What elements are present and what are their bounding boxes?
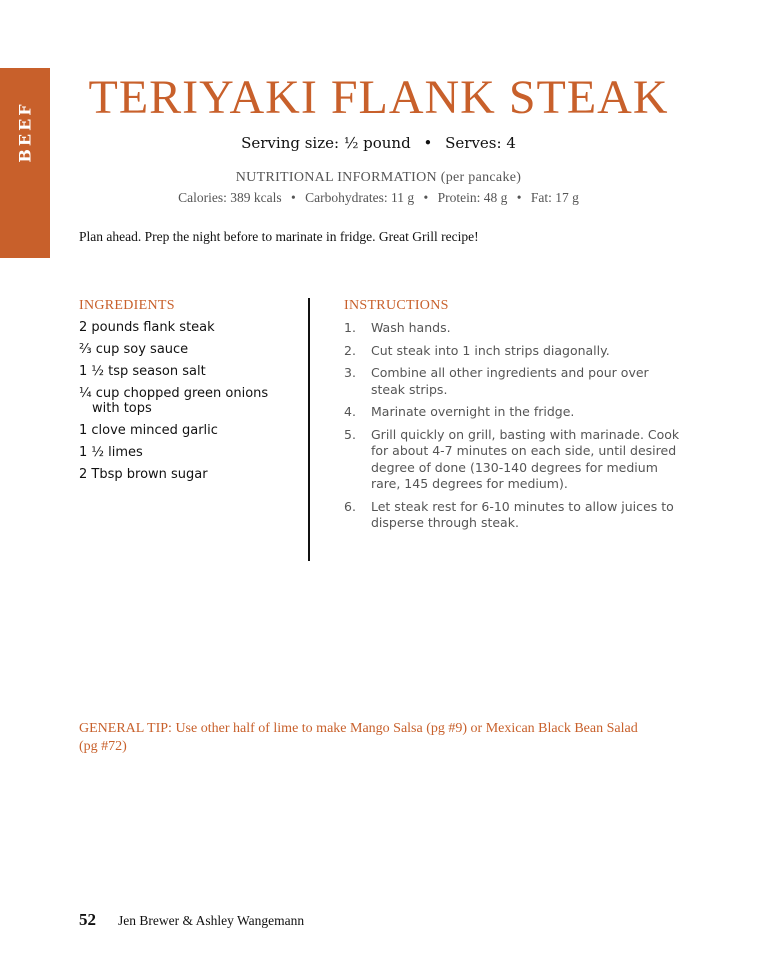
instruction-step [344,427,684,493]
step-text: Let steak rest for 6-10 minutes to allow juices to disperse through steak. [371,498,674,530]
nutrition-calories: Calories: 389 kcals [178,190,282,205]
instruction-step [344,499,684,532]
serving-separator: • [423,134,433,152]
section-tab-label: BEEF [15,101,35,163]
ingredients-section [79,298,299,489]
step-number: 4. [344,404,356,419]
recipe-title: TERIYAKI FLANK STEAK [88,71,669,124]
ingredient-item: 1 ½ limes [79,445,143,460]
ingredient-item: 2 pounds flank steak [79,320,215,335]
footer-authors: Jen Brewer & Ashley Wangemann [118,913,305,928]
column-divider [308,298,310,561]
instruction-step [344,343,684,360]
instruction-step [344,404,684,421]
step-number: 3. [344,365,356,380]
step-number: 5. [344,426,356,442]
instructions-heading: INSTRUCTIONS [344,298,449,313]
ingredient-item: 2 Tbsp brown sugar [79,467,208,482]
ingredients-heading: INGREDIENTS [79,298,175,313]
nutrition-carbohydrates: Carbohydrates: 11 g [305,190,415,205]
ingredients-list [79,320,299,482]
instructions-section [344,298,684,538]
page-number: 52 [79,910,96,929]
nutrition-fat: Fat: 17 g [530,190,579,205]
serving-size: Serving size: ½ pound [241,134,411,152]
step-number: 1. [344,320,356,335]
serving-info [0,134,757,152]
ingredient-item: ⅔ cup soy sauce [79,342,189,357]
ingredient-item: 1 clove minced garlic [79,423,218,438]
instruction-step [344,365,684,398]
step-number: 6. [344,498,356,514]
step-text: Combine all other ingredients and pour over steak strips. [371,365,649,397]
nutrition-separator: • [423,190,429,205]
step-text: Marinate overnight in the fridge. [371,404,575,419]
general-tip: GENERAL TIP: Use other half of lime to make Mango Salsa (pg #9) or Mexican Black Bean Salad (pg #72) [79,721,638,754]
page-footer [79,910,304,930]
nutrition-separator: • [516,190,522,205]
nutrition-heading: NUTRITIONAL INFORMATION (per pancake) [235,170,522,185]
instructions-list [344,320,684,532]
recipe-intro: Plan ahead. Prep the night before to marinate in fridge. Great Grill recipe! [79,229,479,244]
ingredient-item: 1 ½ tsp season salt [79,364,206,379]
ingredient-item: ¼ cup chopped green onions with tops [79,386,269,416]
serves-count: Serves: 4 [445,134,516,152]
step-text: Cut steak into 1 inch strips diagonally. [371,342,610,358]
nutrition-protein: Protein: 48 g [437,190,508,205]
step-text: Grill quickly on grill, basting with marinade. Cook for about 4-7 minutes on each side, until desired degree of done (130-140 degrees for medium rare, 145 degrees for medium). [371,426,680,491]
instruction-step [344,320,684,337]
step-text: Wash hands. [371,320,451,335]
nutrition-values [0,190,757,206]
nutrition-separator: • [291,190,296,205]
step-number: 2. [344,342,356,358]
